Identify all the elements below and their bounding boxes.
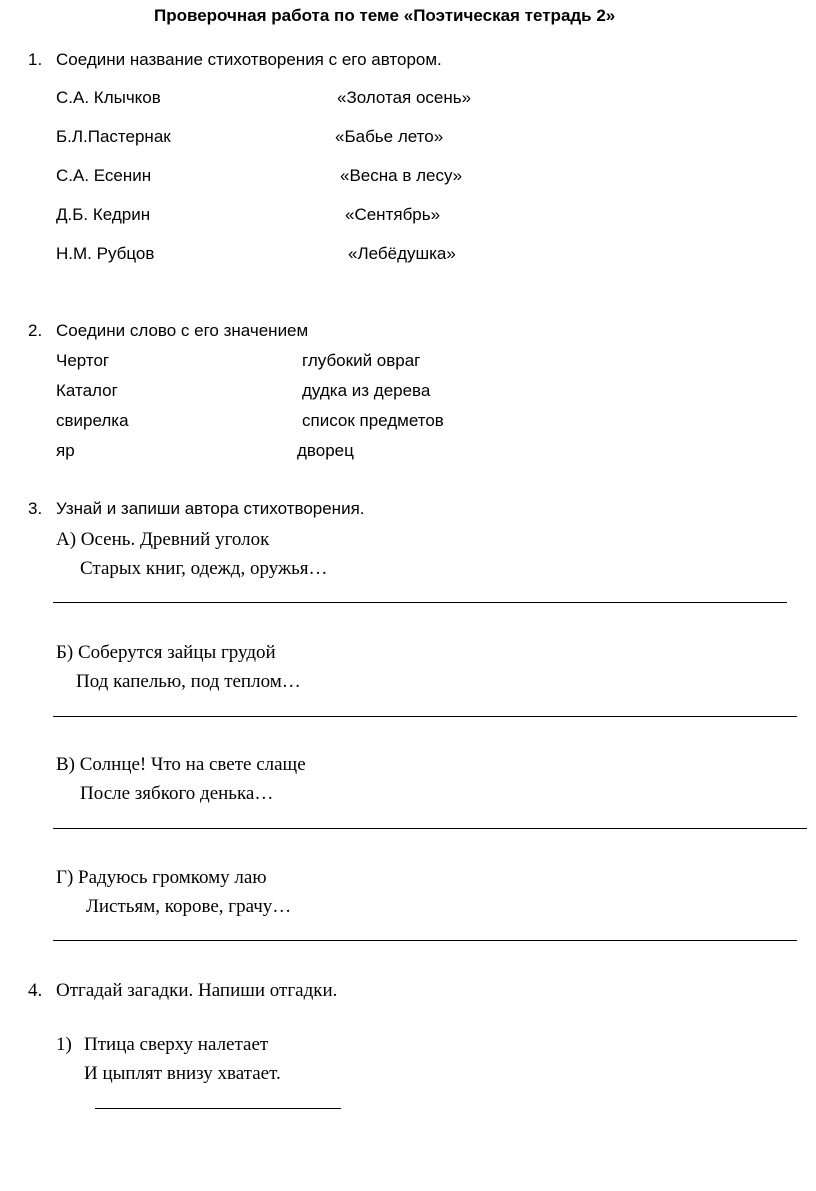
meaning-item: дудка из дерева xyxy=(302,381,431,400)
poem-excerpt-line: Г) Радуюсь громкому лаю xyxy=(56,867,267,888)
task-4-number: 4. xyxy=(28,980,43,1001)
meaning-item: глубокий овраг xyxy=(302,351,421,370)
task-3-number: 3. xyxy=(28,499,43,518)
meaning-item: список предметов xyxy=(302,411,444,430)
task-2-number: 2. xyxy=(28,321,43,340)
poem-item: «Лебёдушка» xyxy=(348,244,456,263)
word-item: свирелка xyxy=(56,411,129,430)
poem-excerpt-line: Листьям, корове, грачу… xyxy=(86,896,292,917)
task-3-heading: Узнай и запиши автора стихотворения. xyxy=(56,499,365,518)
poem-excerpt-line: В) Солнце! Что на свете слаще xyxy=(56,754,306,775)
author-item: Б.Л.Пастернак xyxy=(56,127,171,146)
task-1-heading: Соедини название стихотворения с его автором. xyxy=(56,50,442,69)
word-item: яр xyxy=(56,441,75,460)
poem-item: «Весна в лесу» xyxy=(340,166,463,185)
task-2-heading: Соедини слово с его значением xyxy=(56,321,309,340)
meaning-item: дворец xyxy=(297,441,354,460)
answer-line[interactable] xyxy=(53,940,797,941)
word-item: Чертог xyxy=(56,351,110,370)
poem-excerpt-line: Б) Соберутся зайцы грудой xyxy=(56,642,276,663)
riddle-line: И цыплят внизу хватает. xyxy=(84,1063,281,1084)
word-item: Каталог xyxy=(56,381,118,400)
answer-line[interactable] xyxy=(53,602,787,603)
answer-line[interactable] xyxy=(95,1108,341,1109)
riddle-number: 1) xyxy=(56,1034,72,1055)
poem-excerpt-line: Старых книг, одежд, оружья… xyxy=(80,558,328,579)
riddle-line: Птица сверху налетает xyxy=(84,1034,269,1055)
answer-line[interactable] xyxy=(53,716,797,717)
answer-line[interactable] xyxy=(53,828,807,829)
author-item: С.А. Есенин xyxy=(56,166,152,185)
poem-item: «Бабье лето» xyxy=(335,127,444,146)
author-item: Н.М. Рубцов xyxy=(56,244,155,263)
poem-item: «Золотая осень» xyxy=(337,88,472,107)
task-4-heading: Отгадай загадки. Напиши отгадки. xyxy=(56,980,338,1001)
page-title: Проверочная работа по теме «Поэтическая тетрадь 2» xyxy=(154,6,616,25)
poem-excerpt-line: Под капелью, под теплом… xyxy=(76,671,301,692)
poem-item: «Сентябрь» xyxy=(345,205,441,224)
author-item: С.А. Клычков xyxy=(56,88,161,107)
poem-excerpt-line: А) Осень. Древний уголок xyxy=(56,529,270,550)
poem-excerpt-line: После зябкого денька… xyxy=(80,783,274,804)
task-1-number: 1. xyxy=(28,50,43,69)
author-item: Д.Б. Кедрин xyxy=(56,205,151,224)
